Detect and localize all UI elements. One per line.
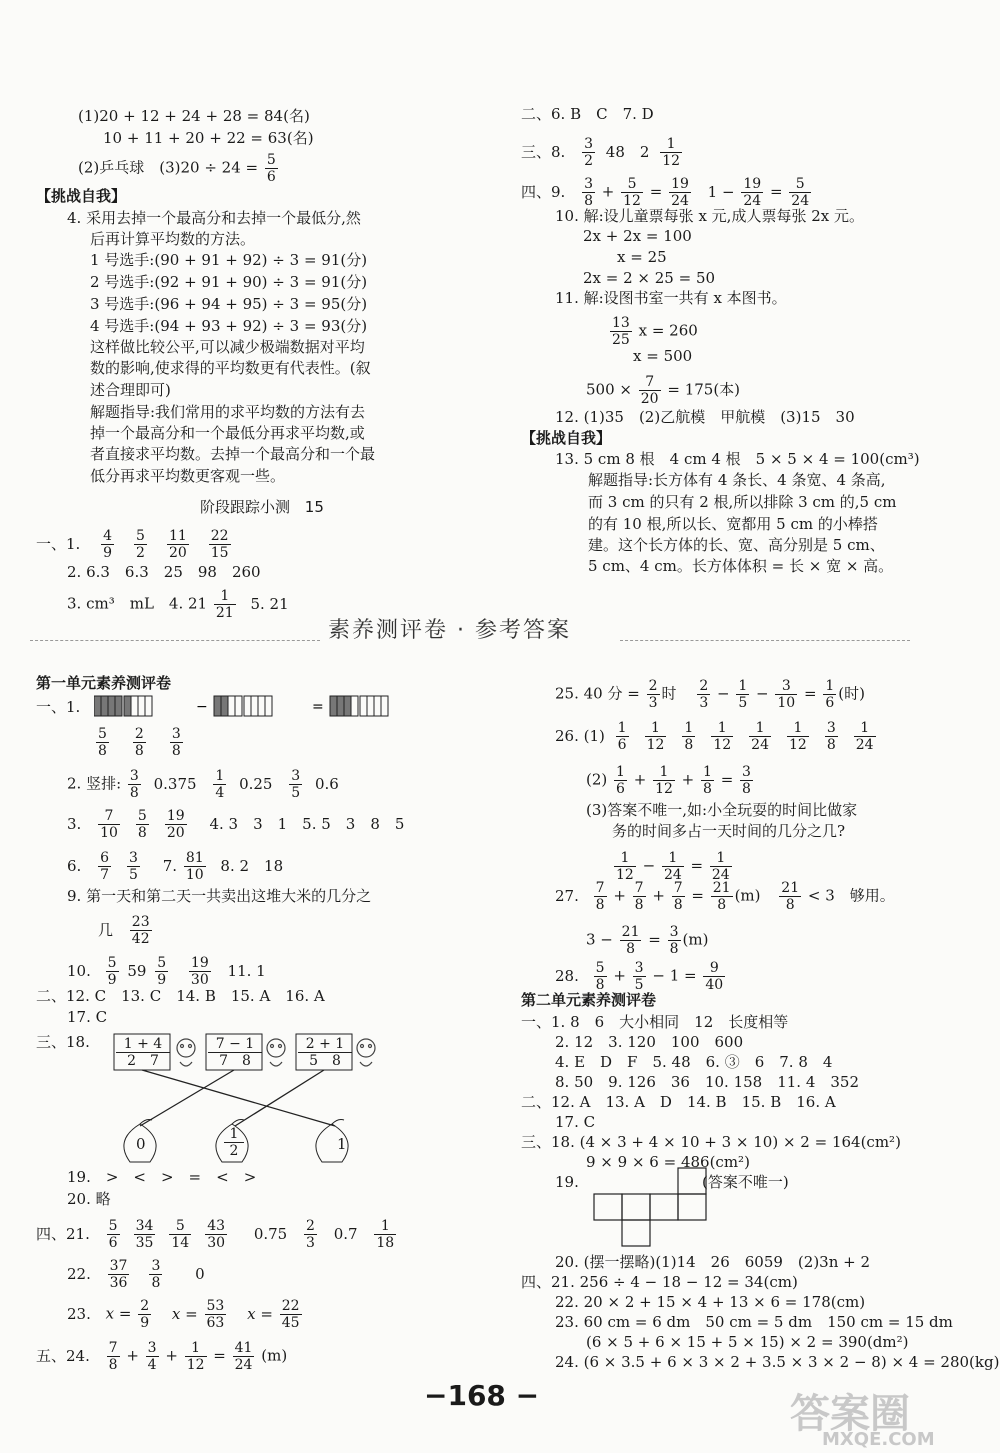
tl-q3-tail: 5. 21 <box>250 594 289 613</box>
fraction: $\frac{1}{24}$ <box>855 720 874 753</box>
tr-line-2 <box>521 136 684 169</box>
u1-q17: 17. C <box>67 1008 108 1026</box>
fraction: $\frac{3}{8}$ <box>584 176 594 209</box>
u2-line-9: 19. <box>555 1173 579 1191</box>
rb-q26-fracs <box>614 720 890 753</box>
u1-q2-text: 2. 竖排: <box>67 774 122 793</box>
u1-q6-fracs <box>96 850 154 883</box>
tr-line-11-a: 500 × <box>586 380 632 399</box>
fraction: $\frac{7}{8}$ <box>673 880 683 913</box>
tr-line-17: 建。这个长方体的长、宽、高分别是 5 cm、 <box>588 536 885 554</box>
u2-line-11: 四、21. 256 ÷ 4 − 18 − 12 = 34(cm) <box>521 1273 798 1291</box>
fraction: $\frac{5}{24}$ <box>791 176 810 209</box>
tr-line-9 <box>608 315 698 348</box>
u1-q9: 9. 第一天和第二天一共卖出这堆大米的几分之 <box>67 887 372 905</box>
u1-q19: 19. > < > = < > <box>67 1168 257 1186</box>
q-prefix: 23. <box>67 1304 91 1323</box>
fraction: $\frac{22}{15}$ <box>210 528 229 561</box>
q-prefix: 27. <box>555 886 579 905</box>
q-prefix: 五、24. <box>36 1346 90 1365</box>
fraction: $\frac{1}{12}$ <box>616 850 634 883</box>
rb-q26-2: (2) $\frac{1}{6}$ + $\frac{1}{12}$ + $\frac{1}{8}$ = $\frac{3}{8}$ <box>586 764 751 797</box>
u1-q24: 五、24. $\frac{7}{8}$ + $\frac{3}{4}$ + $\frac{1}{12}$ = $\frac{41}{24}$ (m) <box>36 1340 288 1373</box>
u1-q21 <box>36 1218 398 1251</box>
tr-line-16: 的有 10 根,所以长、宽都用 5 cm 的小棒搭 <box>588 515 878 533</box>
fraction: $\frac{2}{3}$ <box>699 678 709 711</box>
u2-line-6: 17. C <box>555 1113 596 1131</box>
fraction: $\frac{5}{8}$ <box>98 726 107 759</box>
bar-cell <box>367 696 374 716</box>
card-3: 2 + 1 5 8 <box>298 1036 352 1069</box>
bar-cell <box>235 696 242 716</box>
rb-q25-unit: 时 <box>661 684 677 703</box>
rb-q25-tail: (时) <box>838 684 865 703</box>
fraction: $\frac{19}{20}$ <box>166 808 185 841</box>
fraction: $\frac{1}{12}$ <box>662 136 681 169</box>
fraction: $\frac{21}{8}$ <box>781 880 800 913</box>
fraction: $\frac{19}{30}$ <box>190 955 209 988</box>
tl-line-13: 解题指导:我们常用的求平均数的方法有去 <box>90 403 366 421</box>
fraction: $\frac{5}{9}$ <box>107 955 117 988</box>
tr-line-11 <box>586 374 740 407</box>
operator: − <box>196 699 208 715</box>
u2-line-13: 23. 60 cm = 6 dm 50 cm = 5 dm 150 cm = 15 dm <box>555 1313 953 1331</box>
u2-line-15: 24. (6 × 3.5 + 6 × 3 × 2 + 3.5 × 3 × 2 − 8) × 4 = 280(kg) <box>555 1353 1000 1371</box>
rb-q27: 27. $\frac{7}{8}$ + $\frac{7}{8}$ + $\frac{7}{8}$ = $\frac{21}{8}$ (m) $\frac{21}{8}$ < 3 够用。 <box>555 880 895 913</box>
u2-line-4: 8. 50 9. 126 36 10. 158 11. 4 352 <box>555 1073 860 1091</box>
challenge-heading: 【挑战自我】 <box>36 187 127 205</box>
rb-q26-3a: (3)答案不唯一,如:小全玩耍的时间比做家 <box>586 801 858 819</box>
bar-cell <box>115 696 122 716</box>
fraction: $\frac{1}{21}$ <box>215 588 234 621</box>
fraction: $\frac{37}{36}$ <box>109 1258 128 1291</box>
card-1: 1 + 4 2 7 <box>116 1036 170 1069</box>
rb-q25: 25. 40 分 = $\frac{2}{3}$ 时 $\frac{2}{3}$ − $\frac{1}{5}$ − $\frac{3}{10}$ = $\frac{1}{6}$ (时) <box>555 678 865 711</box>
fraction: $\frac{41}{24}$ <box>234 1340 253 1373</box>
tr-line-10: x = 500 <box>633 347 693 365</box>
u1-q1-fracs <box>94 726 205 759</box>
fraction: $\frac{1}{6}$ <box>617 720 627 753</box>
u2-q19-note: (答案不唯一) <box>702 1173 789 1191</box>
tl-line-1: (1)20 + 12 + 24 + 28 = 84(名) <box>78 107 310 125</box>
rb-q27b-unit: (m) <box>682 930 709 949</box>
u1-q6-mid: 7. <box>162 856 178 875</box>
tl-line-9: 4 号选手:(94 + 93 + 92) ÷ 3 = 93(分) <box>90 317 368 335</box>
tl-line-7: 2 号选手:(92 + 91 + 90) ÷ 3 = 91(分) <box>90 273 368 291</box>
u2-line-12: 22. 20 × 2 + 15 × 4 + 13 × 6 = 178(cm) <box>555 1293 866 1311</box>
fraction: $\frac{5}{2}$ <box>136 528 145 561</box>
fraction: $\frac{3}{5}$ <box>291 768 301 801</box>
stage-test-heading <box>200 497 324 517</box>
card-2: 7 − 1 7 8 <box>208 1036 262 1069</box>
rb-q28: 28. $\frac{5}{8}$ + $\frac{3}{5}$ − 1 = $\frac{9}{40}$ <box>555 960 724 993</box>
u1-q2-val3: 0.6 <box>314 774 339 793</box>
peach-label-half: 1 2 <box>224 1126 244 1159</box>
bar-cell <box>360 696 367 716</box>
u1-q2 <box>67 768 339 801</box>
u1-q3 <box>67 808 404 841</box>
fraction: $\frac{5}{6}$ <box>108 1218 118 1251</box>
tl-line-14: 掉一个最高分和一个最低分再求平均数,或 <box>90 424 365 442</box>
fraction: $\frac{3}{8}$ <box>742 764 751 797</box>
u2-line-1: 一、1. 8 6 大小相同 12 长度相等 <box>521 1013 789 1031</box>
fraction: $\frac{7}{8}$ <box>634 880 644 913</box>
bar-cell <box>244 696 251 716</box>
fraction: $\frac{19}{24}$ <box>743 176 762 209</box>
u1-q21-fracs <box>105 1218 239 1251</box>
tr-line-4: 10. 解:设儿童票每张 x 元,成人票每张 2x 元。 <box>555 207 864 225</box>
stage-test-number: 15 <box>304 498 324 516</box>
fraction: $\frac{1}{6}$ <box>616 764 625 797</box>
fraction: $\frac{7}{20}$ <box>640 374 659 407</box>
bar-cell <box>337 696 344 716</box>
bar-cell <box>221 696 228 716</box>
fraction: $\frac{5}{6}$ <box>266 152 276 185</box>
tl-line-2: 10 + 11 + 20 + 22 = 63(名) <box>103 129 314 147</box>
fraction: $\frac{1}{12}$ <box>788 720 807 753</box>
fraction: $\frac{19}{24}$ <box>671 176 689 209</box>
u1-q2-val1: 0.375 <box>153 774 197 793</box>
tl-q3 <box>67 588 289 621</box>
bar-cell <box>265 696 272 716</box>
u1-q18-prefix: 三、18. <box>36 1033 90 1051</box>
tl-q3-text: 3. cm³ mL 4. 21 <box>67 594 208 613</box>
u1-q3-fracs <box>96 808 201 841</box>
fraction: $\frac{5}{8}$ <box>595 960 605 993</box>
fraction: $\frac{1}{8}$ <box>703 764 712 797</box>
tl-line-5: 后再计算平均数的方法。 <box>90 230 256 248</box>
fraction: $\frac{1}{12}$ <box>713 720 732 753</box>
bar-cell <box>228 696 235 716</box>
fraction: $\frac{34}{35}$ <box>135 1218 154 1251</box>
fraction: $\frac{3}{5}$ <box>634 960 644 993</box>
fraction: $\frac{23}{42}$ <box>131 914 150 947</box>
fraction: $\frac{21}{8}$ <box>621 924 640 957</box>
fraction: $\frac{22}{45}$ <box>281 1298 300 1331</box>
rb-q26-2-label: (2) <box>586 770 608 789</box>
page-number: −168 − <box>424 1379 540 1412</box>
q-prefix: 22. <box>67 1264 91 1283</box>
fraction: $\frac{3}{8}$ <box>171 726 181 759</box>
q-prefix: 10. <box>67 961 91 980</box>
fraction: $\frac{13}{25}$ <box>612 315 630 348</box>
fraction: $\frac{1}{5}$ <box>738 678 748 711</box>
tl-line-10: 这样做比较公平,可以减少极端数据对平均 <box>90 338 365 356</box>
tr-line-1: 二、6. B C 7. D <box>521 105 654 123</box>
tl-line-16: 低分再求平均数更客观一些。 <box>90 467 286 485</box>
fraction: $\frac{3}{2}$ <box>584 136 594 169</box>
bar-cell <box>258 696 265 716</box>
watermark-logo: 答案圈 <box>790 1391 910 1437</box>
tl-q1 <box>36 528 249 561</box>
tl-line-3 <box>78 152 280 185</box>
u1-q22-val: 0 <box>195 1264 205 1283</box>
bar-cell <box>344 696 351 716</box>
fraction: $\frac{3}{5}$ <box>129 850 138 883</box>
section-title-rule-right <box>620 640 910 641</box>
bar-cell <box>251 696 258 716</box>
peach-label-1: 1 <box>337 1135 347 1153</box>
tl-q2: 2. 6.3 6.3 25 98 260 <box>67 563 261 581</box>
fraction: $\frac{5}{8}$ <box>137 808 147 841</box>
fraction: $\frac{2}{3}$ <box>648 678 658 711</box>
rb-q25-text: 25. 40 分 = <box>555 684 640 703</box>
fraction: $\frac{1}{18}$ <box>376 1218 395 1251</box>
fraction: $\frac{1}{24}$ <box>751 720 769 753</box>
u2-line-10: 20. (摆一摆略)(1)14 26 6059 (2)3n + 2 <box>555 1253 871 1271</box>
challenge-heading: 【挑战自我】 <box>521 429 612 447</box>
stage-test-title: 阶段跟踪小测 <box>200 498 291 516</box>
u1-q22 <box>67 1258 205 1291</box>
tl-line-8: 3 号选手:(96 + 94 + 95) ÷ 3 = 95(分) <box>90 295 368 313</box>
fraction: $\frac{1}{12}$ <box>646 720 665 753</box>
tl-q1-fracs <box>99 528 249 561</box>
tr-line-8: 11. 解:设图书室一共有 x 本图书。 <box>555 289 787 307</box>
section-title-rule-left <box>30 640 320 641</box>
u2-line-2: 2. 12 3. 120 100 600 <box>555 1033 744 1051</box>
fraction: $\frac{3}{8}$ <box>129 768 139 801</box>
fraction: $\frac{7}{10}$ <box>100 808 118 841</box>
fraction: $\frac{1}{8}$ <box>684 720 694 753</box>
fraction: $\frac{53}{63}$ <box>206 1298 225 1331</box>
q-prefix: 四、9. <box>521 182 566 201</box>
u1-q1-prefix: 一、1. <box>36 698 81 716</box>
u1-q21-val2: 0.7 <box>333 1224 358 1243</box>
rb-q26-text: 26. (1) <box>555 726 605 745</box>
bar-cell <box>131 696 138 716</box>
u1-q10 <box>67 955 266 988</box>
fraction: $\frac{1}{4}$ <box>215 768 225 801</box>
fraction: $\frac{5}{12}$ <box>623 176 641 209</box>
bar-cell <box>138 696 145 716</box>
fraction: $\frac{2}{3}$ <box>306 1218 315 1251</box>
u1-q22-fracs <box>106 1258 181 1291</box>
bar-cell <box>101 696 108 716</box>
fraction: $\frac{2}{9}$ <box>140 1298 150 1331</box>
fraction: $\frac{7}{8}$ <box>595 880 605 913</box>
tr-line-14: 解题指导:长方体有 4 条长、4 条宽、4 条高, <box>588 471 886 489</box>
q-prefix: 3. <box>67 814 82 833</box>
u1-part2: 二、12. C 13. C 14. B 15. A 16. A <box>36 987 325 1005</box>
bar-cell <box>351 696 358 716</box>
bar-cell <box>124 696 131 716</box>
bar-cell <box>374 696 381 716</box>
q-prefix: 四、21. <box>36 1224 90 1243</box>
tr-line-6: x = 25 <box>617 248 667 266</box>
q-prefix: 6. <box>67 856 82 875</box>
bar-cell <box>214 696 221 716</box>
u1-q9b <box>98 914 154 947</box>
u2-line-5: 二、12. A 13. A D 14. B 15. B 16. A <box>521 1093 836 1111</box>
bar-cell <box>108 696 115 716</box>
watermark-url: MXQE.COM <box>822 1429 935 1450</box>
q-prefix: 三、8. <box>521 142 566 161</box>
tr-line-2-mid: 48 2 <box>605 142 650 161</box>
fraction: $\frac{1}{12}$ <box>186 1340 205 1373</box>
u1-q9b-text: 几 <box>98 920 114 939</box>
bar-cell <box>330 696 337 716</box>
fraction: $\frac{81}{10}$ <box>185 850 204 883</box>
tr-line-12: 12. (1)35 (2)乙航模 甲航模 (3)15 30 <box>555 408 855 426</box>
tr-line-13: 13. 5 cm 8 根 4 cm 4 根 5 × 5 × 4 = 100(cm³) <box>555 450 920 468</box>
fraction: $\frac{21}{8}$ <box>712 880 731 913</box>
fraction-bars-figure <box>94 694 414 720</box>
unit1-title: 第一单元素养测评卷 <box>36 674 172 692</box>
u1-q24-unit: (m) <box>261 1346 288 1365</box>
peach-label-0: 0 <box>136 1135 146 1153</box>
u1-q20: 20. 略 <box>67 1190 111 1208</box>
tr-line-7: 2x = 2 × 25 = 50 <box>583 269 716 287</box>
fraction: $\frac{3}{10}$ <box>777 678 796 711</box>
rb-q26-3c: $\frac{1}{12}$ − $\frac{1}{24}$ = $\frac{1}{24}$ <box>616 850 730 883</box>
rb-q27-unit: (m) <box>734 886 761 905</box>
tr-line-15: 而 3 cm 的只有 2 根,所以排除 3 cm 的,5 cm <box>588 493 897 511</box>
fraction: $\frac{1}{24}$ <box>711 850 730 883</box>
u1-q3-tail: 4. 3 3 1 5. 5 3 8 5 <box>209 814 405 833</box>
unit2-title: 第二单元素养测评卷 <box>521 991 657 1009</box>
tl-line-11: 数的影响,使求得的平均数更有代表性。(叙 <box>90 359 371 377</box>
fraction: $\frac{7}{8}$ <box>108 1340 118 1373</box>
fraction: $\frac{3}{8}$ <box>669 924 679 957</box>
tl-line-3-text: (2)乒乓球 (3)20 ÷ 24 = <box>78 158 259 177</box>
fraction: $\frac{9}{40}$ <box>705 960 724 993</box>
fraction: $\frac{43}{30}$ <box>207 1218 226 1251</box>
fraction: $\frac{6}{7}$ <box>100 850 110 883</box>
fraction: $\frac{3}{4}$ <box>147 1340 157 1373</box>
fraction: $\frac{2}{8}$ <box>134 726 144 759</box>
tl-line-12: 述合理即可) <box>90 381 171 399</box>
q-prefix: 一、1. <box>36 534 81 553</box>
u2-line-14: (6 × 5 + 6 × 15 + 5 × 15) × 2 = 390(dm²) <box>586 1333 909 1351</box>
fraction: $\frac{1}{12}$ <box>655 764 673 797</box>
tr-line-9-text: x = 260 <box>638 321 698 340</box>
u1-q23: 23. x = $\frac{2}{9}$ x = $\frac{53}{63}$ x = $\frac{22}{45}$ <box>67 1298 300 1331</box>
rb-q26-3b: 务的时间多占一天时间的几分之几? <box>612 822 846 840</box>
tl-line-15: 者直接求平均数。去掉一个最高分和一个最 <box>90 445 376 463</box>
tr-line-3: 四、9. $\frac{3}{8}$ + $\frac{5}{12}$ = $\frac{19}{24}$ 1 − $\frac{19}{24}$ = $\frac{5}{24}$ <box>521 176 810 209</box>
q-prefix: 28. <box>555 966 579 985</box>
u2-line-3: 4. E D F 5. 48 6. ③ 6 7. 8 4 <box>555 1053 833 1071</box>
fraction: $\frac{3}{8}$ <box>151 1258 161 1291</box>
fraction: $\frac{4}{9}$ <box>103 528 113 561</box>
rb-q26 <box>555 720 890 753</box>
tr-line-5: 2x + 2x = 100 <box>583 227 692 245</box>
u1-q6-tail: 8. 2 18 <box>220 856 284 875</box>
fraction: $\frac{1}{6}$ <box>825 678 835 711</box>
fraction: $\frac{3}{8}$ <box>826 720 836 753</box>
rb-q27b: 3 − $\frac{21}{8}$ = $\frac{3}{8}$ (m) <box>586 924 709 957</box>
section-title: 素养测评卷 · 参考答案 <box>328 618 571 643</box>
u2-line-7: 三、18. (4 × 3 + 4 × 10 + 3 × 10) × 2 = 164(cm²) <box>521 1133 901 1151</box>
operator: = <box>312 699 324 715</box>
fraction: $\frac{11}{20}$ <box>168 528 187 561</box>
tr-line-18: 5 cm、4 cm。长方体体积 = 长 × 宽 × 高。 <box>588 557 894 575</box>
tl-line-6: 1 号选手:(90 + 91 + 92) ÷ 3 = 91(分) <box>90 251 368 269</box>
u1-q11: 11. 1 <box>227 961 266 980</box>
fraction: $\frac{5}{9}$ <box>157 955 167 988</box>
u1-q10-mid: 59 <box>127 961 147 980</box>
bar-cell <box>94 696 101 716</box>
u2-line-8: 9 × 9 × 6 = 486(cm²) <box>586 1153 750 1171</box>
fraction: $\frac{5}{14}$ <box>171 1218 190 1251</box>
tr-line-11-b: = 175(本) <box>667 380 741 399</box>
tl-line-4: 4. 采用去掉一个最高分和去掉一个最低分,然 <box>67 209 361 227</box>
rb-q27-tail: < 3 够用。 <box>807 886 895 905</box>
fraction: $\frac{1}{24}$ <box>663 850 682 883</box>
u1-q6 <box>67 850 283 883</box>
u1-q21-val1: 0.75 <box>253 1224 288 1243</box>
u1-q2-val2: 0.25 <box>239 774 273 793</box>
bar-cell <box>145 696 152 716</box>
bar-cell <box>381 696 388 716</box>
